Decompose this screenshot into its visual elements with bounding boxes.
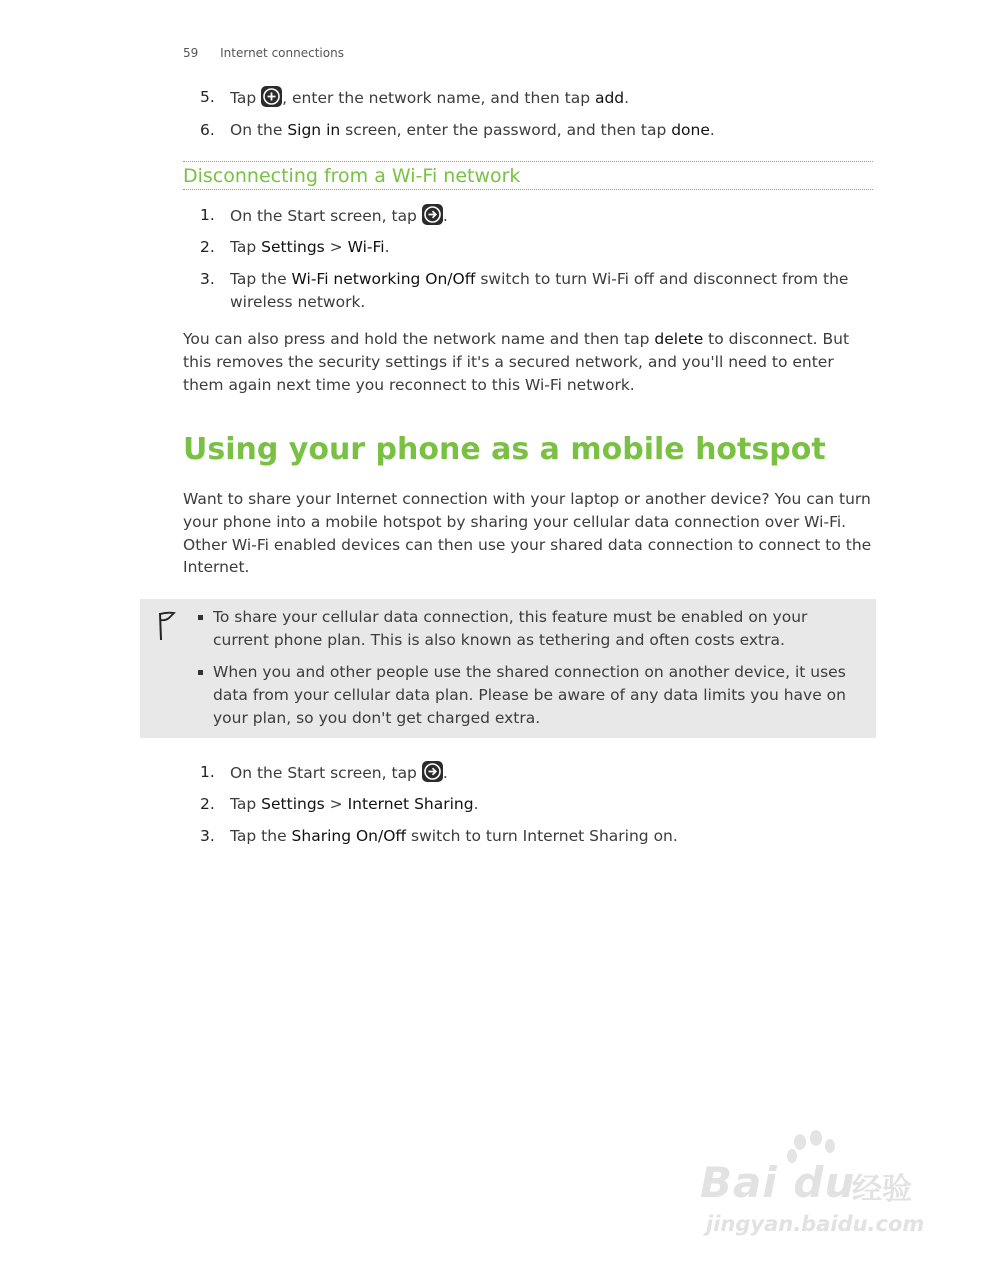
divider-bottom	[183, 189, 873, 190]
hotspot-step-2: 2. Tap Settings > Internet Sharing.	[200, 795, 479, 813]
disconnect-heading: Disconnecting from a Wi-Fi network	[183, 165, 521, 187]
hotspot-intro: Want to share your Internet connection with your laptop or another device? You can turn your phone into a mobile hotspot by sharing your cellular data connection over Wi-Fi. Other Wi-Fi enabled devices can then use your shared data connection to connect to the Internet.	[183, 490, 872, 577]
hotspot-step-1: 1. On the Start screen, tap .	[200, 763, 448, 782]
arrow-right-circle-icon	[422, 204, 443, 225]
note-box	[140, 599, 876, 738]
hotspot-heading: Using your phone as a mobile hotspot	[183, 432, 826, 467]
note-bullet-2: When you and other people use the shared connection on another device, it uses data from your cellular data plan. Please be aware of any data limits you have on your plan, so you don't get charged extra.	[198, 661, 863, 729]
disconnect-paragraph: You can also press and hold the network name and then tap delete to disconnect. But this removes the security settings if it's a secured network, and you'll need to enter them again next time you reconnect to this Wi-Fi network.	[183, 330, 850, 394]
page-header	[183, 46, 344, 60]
step-6: 6. On the Sign in screen, enter the password, and then tap done.	[200, 121, 715, 139]
step-5: 5. Tap , enter the network name, and then tap add.	[200, 88, 630, 107]
flag-icon	[155, 609, 177, 643]
bullet-square-icon	[198, 615, 203, 620]
page-number: 59	[183, 46, 199, 60]
watermark-url: jingyan.baidu.com	[706, 1212, 925, 1236]
arrow-right-circle-icon	[422, 761, 443, 782]
watermark-logo: Bai du	[700, 1158, 856, 1207]
baidu-watermark	[700, 1130, 940, 1250]
bullet-square-icon	[198, 670, 203, 675]
hotspot-step-3: 3. Tap the Sharing On/Off switch to turn Internet Sharing on.	[200, 827, 678, 845]
disconnect-step-2: 2. Tap Settings > Wi-Fi.	[200, 238, 390, 256]
section-title: Internet connections	[220, 46, 344, 60]
note-bullet-1: To share your cellular data connection, this feature must be enabled on your current phone plan. This is also known as tethering and often costs extra.	[198, 606, 863, 652]
watermark-cn: 经验	[852, 1172, 912, 1207]
disconnect-step-1: 1. On the Start screen, tap .	[200, 206, 448, 225]
add-circle-icon	[261, 86, 282, 107]
disconnect-step-3: 3. Tap the Wi-Fi networking On/Off switch to turn Wi-Fi off and disconnect from the wireless network.	[200, 270, 849, 311]
divider-top	[183, 161, 873, 162]
